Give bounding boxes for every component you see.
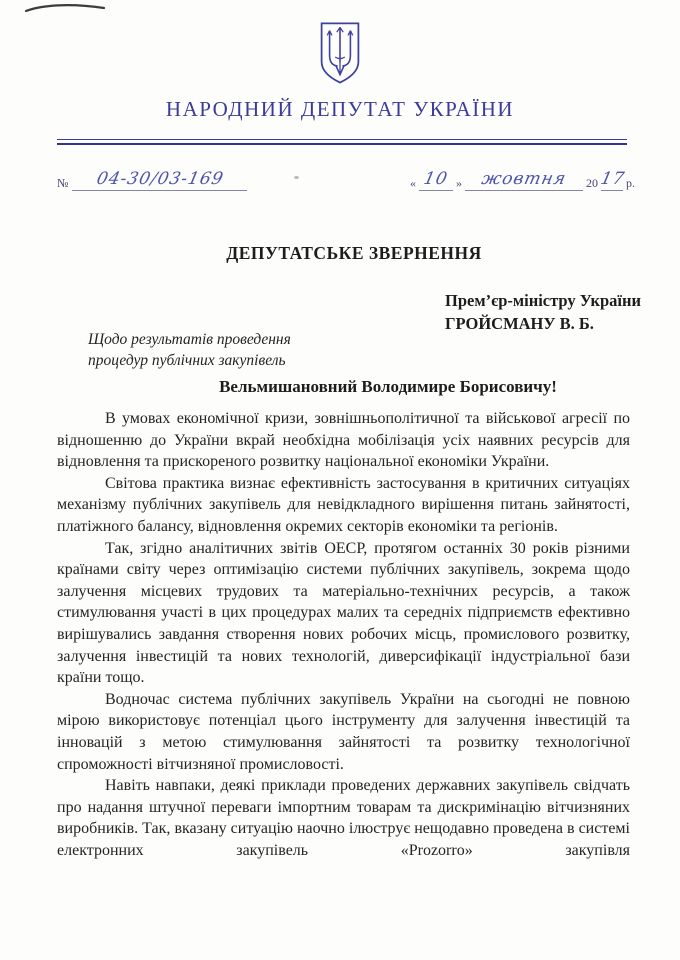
- year-prefix-label: 20: [586, 176, 598, 190]
- subject-block: [88, 329, 291, 371]
- paragraph: Світова практика визнає ефективність застосування в критичних ситуаціях механізму публічних закупівель для невідкладного вирішення питань зайнятості, платіжного балансу, відновлення окремих секторів економіки та регіонів.: [57, 474, 630, 535]
- handwritten-number: 04-30/03-169: [94, 169, 226, 189]
- year-suffix-label: р.: [626, 176, 635, 190]
- addressee-position: Прем’єр-міністру України: [445, 291, 642, 310]
- close-quote-label: »: [456, 176, 462, 190]
- year-field: [598, 169, 627, 191]
- handwritten-month: жовтня: [479, 169, 569, 189]
- document-date: [410, 169, 635, 191]
- month-field: [465, 169, 583, 191]
- paragraph: Водночас система публічних закупівель України на сьогодні не повною мірою використовує потенціал цього інструменту для залучення інвестицій та інновацій з метою стимулювання зайнятості та розвитку технологічної спроможності вітчизняної промисловості.: [57, 690, 630, 773]
- letterhead-title: НАРОДНИЙ ДЕПУТАТ УКРАЇНИ: [165, 97, 515, 121]
- day-field: [419, 169, 453, 191]
- pen-scribble-mark: [24, 1, 108, 15]
- letterhead-divider: [57, 139, 627, 145]
- subject-line-1: Щодо результатів проведення: [88, 331, 291, 348]
- subject-line-2: процедур публічних закупівель: [88, 352, 286, 369]
- open-quote-label: «: [410, 176, 416, 190]
- ukraine-trident-emblem-icon: [316, 20, 364, 86]
- body-paragraphs: [57, 408, 630, 861]
- document-number: [57, 169, 247, 191]
- document-title: ДЕПУТАТСЬКЕ ЗВЕРНЕННЯ: [226, 243, 482, 263]
- paragraph: Навіть навпаки, деякі приклади проведених державних закупівель свідчать про надання штучної переваги імпортним товарам та дискримінацію вітчизняних виробників. Так, вказану ситуацію наочно ілюструє нещодавно проведена в системі електронних закупівель «Prozorro» закупівля: [57, 777, 630, 859]
- addressee-name: ГРОЙСМАНУ В. Б.: [445, 314, 594, 333]
- reference-line: [57, 157, 635, 191]
- handwritten-day: 10: [422, 169, 450, 189]
- addressee-block: [445, 289, 641, 335]
- number-sign-label: №: [57, 176, 69, 190]
- paragraph: В умовах економічної кризи, зовнішньополітичної та військової агресії по відношенню до України вкрай необхідна мобілізація усіх наявних ресурсів для відновлення та прискореного розвитку національної економіки України.: [57, 410, 630, 471]
- handwritten-year: 17: [598, 169, 627, 189]
- paragraph: Так, згідно аналітичних звітів ОЕСР, протягом останніх 30 років різними країнами світу через оптимізацію системи публічних закупівель, зокрема щодо залучення місцевих трудових та матеріально-технічних ресурсів, а також стимулювання участі в цих процедурах малих та середніх підприємств ефективно вирішувались завдання створення нових робочих місць, промислового розвитку, залучення інвестицій та нових технологій, диверсифікації індустріальної бази країни тощо.: [57, 539, 630, 687]
- salutation: Вельмишановний Володимире Борисовичу!: [219, 377, 557, 396]
- number-field: [72, 169, 247, 191]
